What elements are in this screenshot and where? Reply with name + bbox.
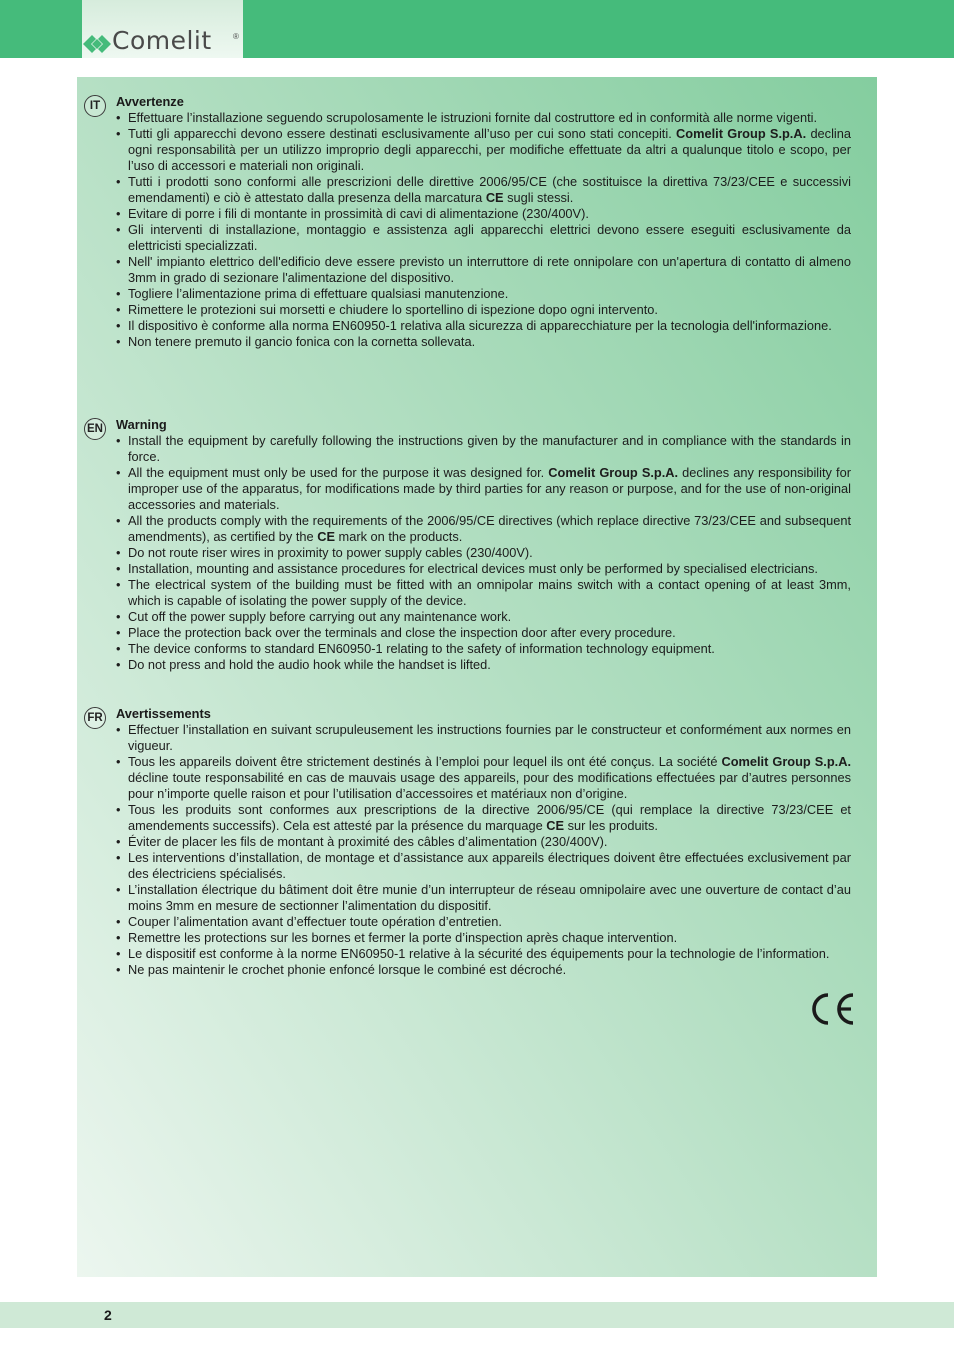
registered-mark: ® (233, 32, 239, 41)
list-item: • Evitare di porre i fili di montante in prossimità di cavi di alimentazione (230/400V). (116, 206, 851, 222)
list-item: • Tutti i prodotti sono conformi alle prescrizioni delle direttive 2006/95/CE (che sostituisce la direttiva 73/23/CEE e successivi emendamenti) e ciò è attestato dalla presenza della marcatura CE sugli stessi. (116, 174, 851, 206)
bullet-list-fr (116, 722, 851, 978)
list-item: • Le dispositif est conforme à la norme EN60950-1 relative à la sécurité des équipements pour la technologie de l’information. (116, 946, 851, 962)
language-badge-en: EN (84, 418, 106, 440)
header-bar (0, 0, 954, 58)
list-item: • Install the equipment by carefully following the instructions given by the manufacturer and in compliance with the standards in force. (116, 433, 851, 465)
brand-name: Comelit (112, 26, 212, 55)
bullet-list-en (116, 433, 851, 673)
ce-mark-icon (810, 992, 856, 1026)
list-item: • Place the protection back over the terminals and close the inspection door after every procedure. (116, 625, 851, 641)
footer-bar (0, 1302, 954, 1328)
list-item: • L’installation électrique du bâtiment doit être munie d’un interrupteur de réseau omnipolaire avec une ouverture de contact d’au moins 3mm en mesure de sectionner l’alimentation du dispositif. (116, 882, 851, 914)
comelit-logo-mark-icon (83, 35, 111, 53)
list-item: • Togliere l’alimentazione prima di effettuare qualsiasi manutenzione. (116, 286, 851, 302)
list-item: • Éviter de placer les fils de montant à proximité des câbles d’alimentation (230/400V). (116, 834, 851, 850)
list-item: • The device conforms to standard EN60950-1 relating to the safety of information technology equipment. (116, 641, 851, 657)
list-item: • Gli interventi di installazione, montaggio e assistenza agli apparecchi elettrici devono essere eseguiti esclusivamente da elettricisti specializzati. (116, 222, 851, 254)
page-number: 2 (104, 1307, 112, 1323)
list-item: • All the equipment must only be used for the purpose it was designed for. Comelit Group S.p.A. declines any responsibility for improper use of the apparatus, for modifications made by third parties for any reason or purpose, and for the use of non-original accessories and materials. (116, 465, 851, 513)
list-item: • Do not route riser wires in proximity to power supply cables (230/400V). (116, 545, 851, 561)
bullet-list-it (116, 110, 851, 350)
list-item: • Les interventions d’installation, de montage et d’assistance aux appareils électriques doivent être effectuées exclusivement par des électriciens spécialisés. (116, 850, 851, 882)
list-item: • Tous les appareils doivent être strictement destinés à l’emploi pour lequel ils ont été conçus. La société Comelit Group S.p.A. décline toute responsabilité en cas de mauvais usage des appareils, pour des modifications effectuées par d’autres personnes pour n’importe quelle raison et pour l’utilisation d’accessoires et matériaux non d’origine. (116, 754, 851, 802)
list-item: • Tutti gli apparecchi devono essere destinati esclusivamente all’uso per cui sono stati concepiti. Comelit Group S.p.A. declina ogni responsabilità per un utilizzo improprio degli apparecchi, per modifiche effettuate da altri a qualunque titolo e scopo, per l’uso di accessori e materiali non originali. (116, 126, 851, 174)
list-item: • All the products comply with the requirements of the 2006/95/CE directives (which replace directive 73/23/CEE and subsequent amendments), as certified by the CE mark on the products. (116, 513, 851, 545)
list-item: • Effectuer l’installation en suivant scrupuleusement les instructions fournies par le constructeur et conformément aux normes en vigueur. (116, 722, 851, 754)
list-item: • Nell' impianto elettrico dell'edificio deve essere previsto un interruttore di rete onnipolare con un'apertura di contatto di almeno 3mm in grado di sezionare l'alimentazione del dispositivo. (116, 254, 851, 286)
list-item: • Cut off the power supply before carrying out any maintenance work. (116, 609, 851, 625)
brand-logo (82, 0, 243, 58)
list-item: • Ne pas maintenir le crochet phonie enfoncé lorsque le combiné est décroché. (116, 962, 851, 978)
list-item: • Rimettere le protezioni sui morsetti e chiudere lo sportellino di ispezione dopo ogni intervento. (116, 302, 851, 318)
section-title-fr: Avertissements (116, 706, 211, 721)
list-item: • Do not press and hold the audio hook while the handset is lifted. (116, 657, 851, 673)
list-item: • Tous les produits sont conformes aux prescriptions de la directive 2006/95/CE (qui remplace la directive 73/23/CEE et amendements successifs). Cela est attesté par la présence du marquage CE sur les produits. (116, 802, 851, 834)
section-title-it: Avvertenze (116, 94, 184, 109)
list-item: • Remettre les protections sur les bornes et fermer la porte d’inspection après chaque intervention. (116, 930, 851, 946)
language-badge-fr: FR (84, 707, 106, 729)
list-item: • Effettuare l’installazione seguendo scrupolosamente le istruzioni fornite dal costruttore ed in conformità alle norme vigenti. (116, 110, 851, 126)
list-item: • Installation, mounting and assistance procedures for electrical devices must only be performed by specialised electricians. (116, 561, 851, 577)
list-item: • The electrical system of the building must be fitted with an omnipolar mains switch with a contact opening of at least 3mm, which is capable of isolating the power supply of the device. (116, 577, 851, 609)
language-badge-it: IT (84, 95, 106, 117)
list-item: • Non tenere premuto il gancio fonica con la cornetta sollevata. (116, 334, 851, 350)
list-item: • Il dispositivo è conforme alla norma EN60950-1 relativa alla sicurezza di apparecchiature per la tecnologia dell'informazione. (116, 318, 851, 334)
section-title-en: Warning (116, 417, 167, 432)
list-item: • Couper l’alimentation avant d’effectuer toute opération d’entretien. (116, 914, 851, 930)
